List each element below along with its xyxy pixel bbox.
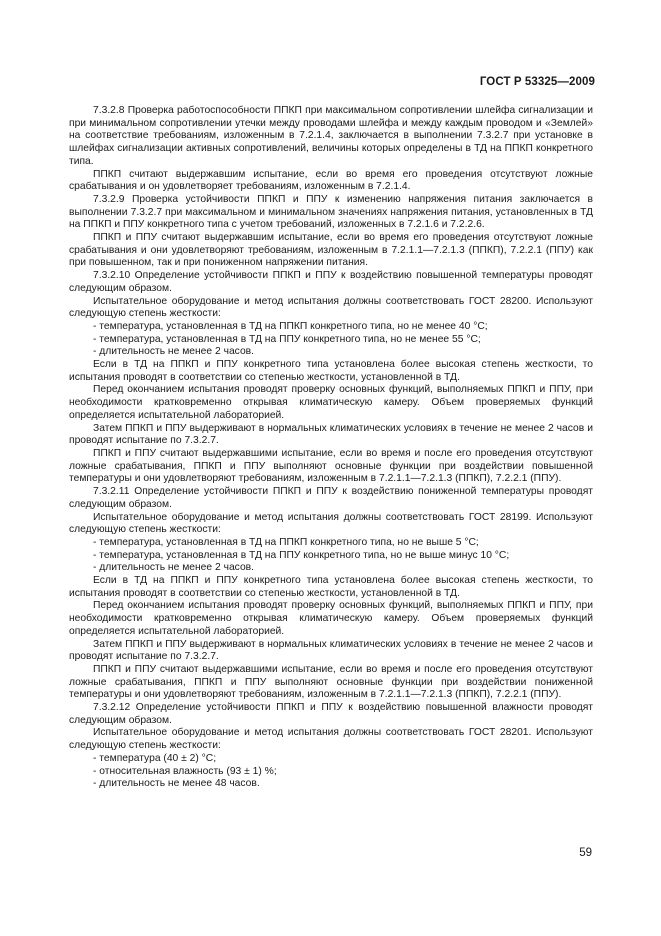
paragraph: 7.3.2.11 Определение устойчивости ППКП и ППУ к воздействию пониженной температуры проводят следующим образом. (69, 486, 593, 510)
paragraph: Перед окончанием испытания проводят проверку основных функций, выполняемых ППКП и ППУ, при необходимости кратковременно открывая климатическую камеру. Объем проверяемых функций определяется испытательной лабораторией. (69, 384, 593, 421)
paragraph: 7.3.2.9 Проверка устойчивости ППКП и ППУ к изменению напряжения питания заключается в выполнении 7.3.2.7 при максимальном и минимальном значениях напряжения питания, установленных в ТД на ППКП и ППУ конкретного типа с учетом требований, изложенных в 7.2.1.6 и 7.2.2.6. (69, 193, 593, 231)
paragraph: Испытательное оборудование и метод испытания должны соответствовать ГОСТ 28200. Используют следующую степень жесткости: (69, 295, 593, 320)
paragraph: Если в ТД на ППКП и ППУ конкретного типа установлена более высокая степень жесткости, то испытания проводят в соответствии со степенью жесткости, установленной в ТД. (69, 359, 593, 383)
list-item: - относительная влажность (93 ± 1) %; (93, 765, 277, 777)
paragraph: ППКП и ППУ считают выдержавшими испытание, если во время и после его проведения отсутствуют ложные срабатывания, ППКП и ППУ выполняют основные функции при воздействии повышенной температуры и они удовлетворяют требованиям, изложенным в 7.2.1.1—7.2.1.3 (ППКП), 7.2.2.1 (ППУ). (69, 447, 593, 485)
document-header: ГОСТ Р 53325—2009 (479, 76, 595, 88)
paragraph: 7.3.2.10 Определение устойчивости ППКП и ППУ к воздействию повышенной температуры проводят следующим образом. (69, 270, 593, 294)
list-item: - длительность не менее 2 часов. (93, 562, 254, 574)
document-body (69, 105, 593, 791)
paragraph: ППКП считают выдержавшим испытание, если во время его проведения отсутствуют ложные срабатывания и он удовлетворяет требованиям, изложенным в 7.2.1.4. (69, 168, 593, 193)
paragraph: Перед окончанием испытания проводят проверку основных функций, выполняемых ППКП и ППУ, при необходимости кратковременно открывая климатическую камеру. Объем проверяемых функций определяется испытательной лабораторией. (69, 600, 593, 637)
list-item: - длительность не менее 2 часов. (93, 346, 254, 358)
list-item: - температура, установленная в ТД на ППУ конкретного типа, но не выше минус 10 °С; (93, 549, 510, 561)
paragraph: Затем ППКП и ППУ выдерживают в нормальных климатических условиях в течение не менее 2 часов и проводят испытание по 7.3.2.7. (69, 638, 593, 663)
list-item: - температура, установленная в ТД на ППУ конкретного типа, но не менее 55 °С; (93, 333, 481, 345)
list-item: - длительность не менее 48 часов. (93, 778, 260, 790)
paragraph: Испытательное оборудование и метод испытания должны соответствовать ГОСТ 28201. Используют следующую степень жесткости: (69, 727, 593, 752)
paragraph: Затем ППКП и ППУ выдерживают в нормальных климатических условиях в течение не менее 2 часов и проводят испытание по 7.3.2.7. (69, 422, 593, 447)
paragraph: Испытательное оборудование и метод испытания должны соответствовать ГОСТ 28199. Используют следующую степень жесткости: (69, 511, 593, 536)
paragraph: ППКП и ППУ считают выдержавшими испытание, если во время и после его проведения отсутствуют ложные срабатывания, ППКП и ППУ выполняют основные функции при воздействии пониженной температуры и они удовлетворяют требованиям, изложенным в 7.2.1.1—7.2.1.3 (ППКП), 7.2.2.1 (ППУ). (69, 663, 593, 701)
paragraph: ППКП и ППУ считают выдержавшим испытание, если во время его проведения отсутствуют ложные срабатывания и они удовлетворяют требованиям, изложенным в 7.2.1.1—7.2.1.3 (ППКП), 7.2.2.1 (ППУ) как при повышенном, так и при пониженном напряжении питания. (69, 232, 593, 269)
list-item: - температура, установленная в ТД на ППКП конкретного типа, но не выше 5 °С; (93, 536, 479, 548)
paragraph: Если в ТД на ППКП и ППУ конкретного типа установлена более высокая степень жесткости, то испытания проводят в соответствии со степенью жесткости, установленной в ТД. (69, 575, 593, 599)
paragraph: 7.3.2.12 Определение устойчивости ППКП и ППУ к воздействию повышенной влажности проводят следующим образом. (69, 702, 593, 726)
paragraph: 7.3.2.8 Проверка работоспособности ППКП при максимальном сопротивлении шлейфа сигнализации и при минимальном сопротивлении утечки между проводами шлейфа и между каждым проводом и «Землей» на соответствие требованиям, изложенным в 7.2.1.4, заключается в выполнении 7.3.2.7 при установке в шлейфах сигнализации активных сопротивлений, величины которых определены в ТД на ППКП конкретного типа. (69, 105, 593, 167)
page-number: 59 (579, 847, 592, 859)
list-item: - температура, установленная в ТД на ППКП конкретного типа, но не менее 40 °С; (93, 320, 488, 332)
list-item: - температура (40 ± 2) °С; (93, 752, 217, 764)
